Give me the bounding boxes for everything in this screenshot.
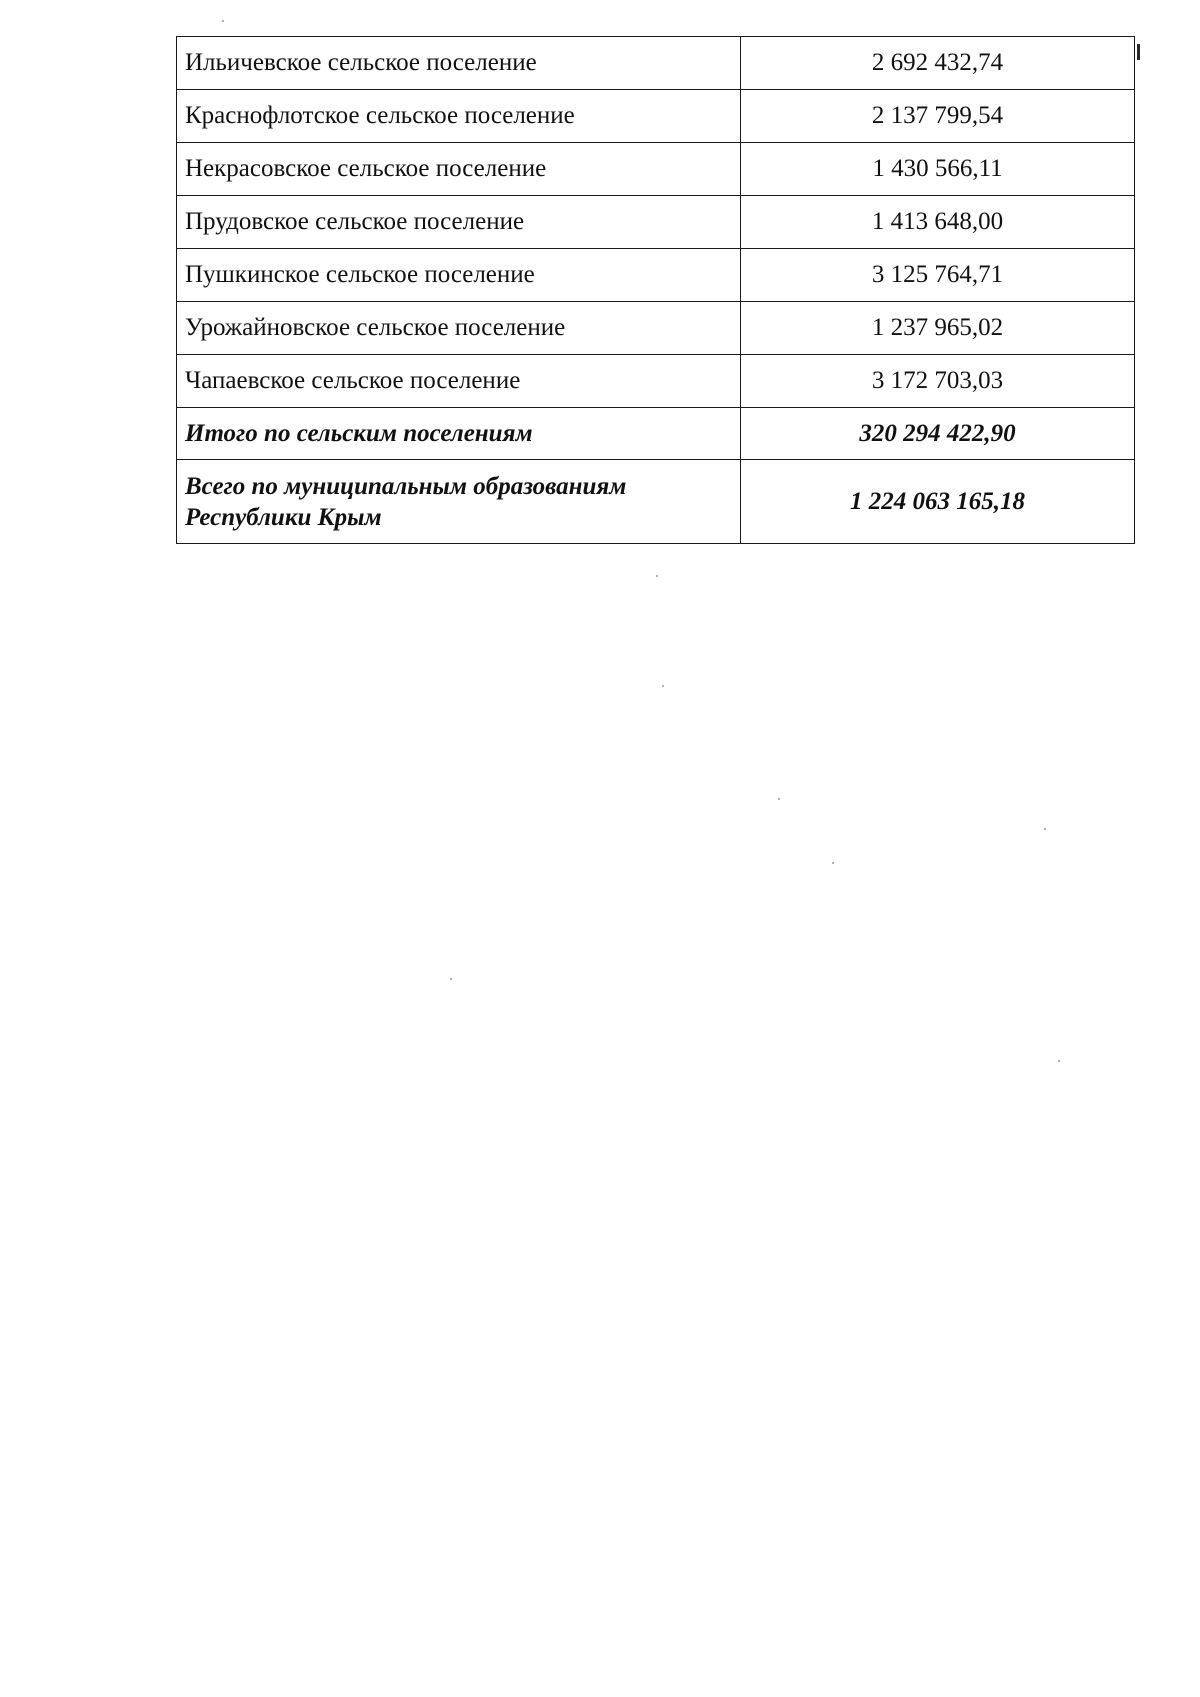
- subtotal-amount: 320 294 422,90: [741, 408, 1135, 460]
- grand-total-row: [177, 460, 1135, 544]
- settlement-name-cell: Некрасовское сельское поселение: [177, 143, 741, 196]
- grand-total-label-line-2: Республики Крым: [185, 503, 382, 531]
- settlement-name-cell: Урожайновское сельское поселение: [177, 302, 741, 355]
- scan-speck: [1044, 828, 1046, 830]
- settlement-name-cell: Чапаевское сельское поселение: [177, 355, 741, 408]
- amount-cell: 1 413 648,00: [741, 196, 1135, 249]
- table-row: [177, 37, 1135, 90]
- scan-speck: [778, 798, 780, 800]
- table-row: [177, 302, 1135, 355]
- table-row: [177, 249, 1135, 302]
- scan-speck: [1058, 1060, 1060, 1062]
- scan-speck: [662, 685, 664, 687]
- settlement-name-cell: Краснофлотское сельское поселение: [177, 90, 741, 143]
- table-row: [177, 90, 1135, 143]
- grand-total-amount: 1 224 063 165,18: [741, 460, 1135, 544]
- table-row: [177, 196, 1135, 249]
- amount-cell: 2 692 432,74: [741, 37, 1135, 90]
- settlement-name-cell: Ильичевское сельское поселение: [177, 37, 741, 90]
- subtotal-row: [177, 408, 1135, 460]
- amount-cell: 3 125 764,71: [741, 249, 1135, 302]
- settlement-name-cell: Пушкинское сельское поселение: [177, 249, 741, 302]
- grand-total-label-line-1: Всего по муниципальным образованиям: [185, 472, 627, 500]
- table-row: [177, 355, 1135, 408]
- amount-cell: 2 137 799,54: [741, 90, 1135, 143]
- scan-speck: [832, 862, 834, 864]
- scan-artifact-mark: [1137, 44, 1140, 60]
- settlement-budget-table: [176, 36, 1135, 544]
- amount-cell: 3 172 703,03: [741, 355, 1135, 408]
- grand-total-label: [177, 460, 741, 544]
- amount-cell: 1 237 965,02: [741, 302, 1135, 355]
- scan-speck: [222, 20, 224, 22]
- amount-cell: 1 430 566,11: [741, 143, 1135, 196]
- scan-speck: [656, 575, 658, 577]
- scan-speck: [450, 978, 452, 980]
- table-row: [177, 143, 1135, 196]
- subtotal-label: Итого по сельским поселениям: [177, 408, 741, 460]
- settlement-name-cell: Прудовское сельское поселение: [177, 196, 741, 249]
